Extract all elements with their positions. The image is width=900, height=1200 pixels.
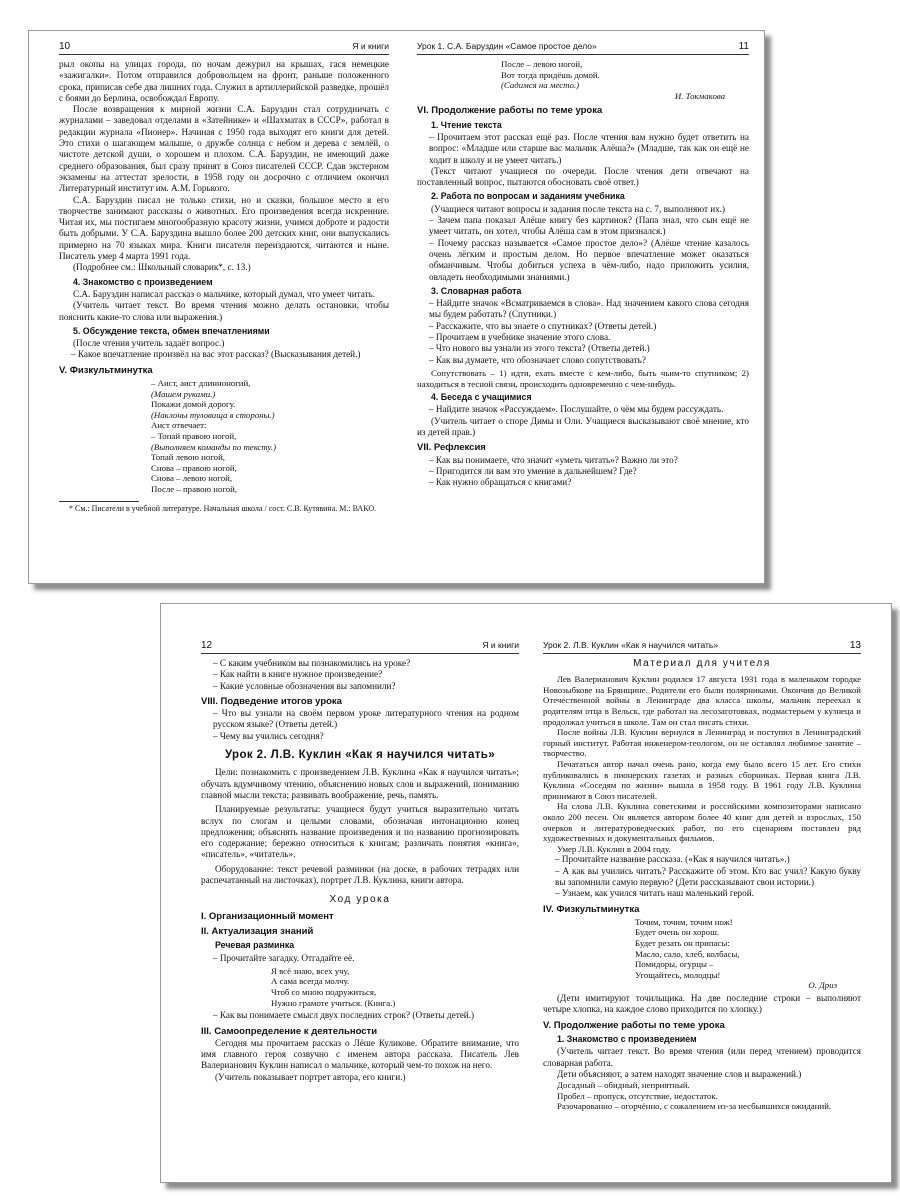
question-item: – Узнаем, как учился читать наш маленький герой.	[555, 888, 754, 899]
poem-line: Масло, сало, хлеб, колбасы,	[635, 948, 740, 959]
biography-paragraph: После войны Л.В. Куклин вернулся в Ленинград и поступил в Ленинградский горный институт. Работая инженером-геологом, он не оставлял любимое занятие – творчество.	[543, 727, 861, 759]
section-heading: 3. Словарная работа	[431, 285, 522, 296]
poem	[501, 59, 749, 101]
question-item: – Какие условные обозначения вы запомнили?	[213, 680, 396, 691]
question-item: – Какое впечатление произвёл на вас этот рассказ? (Высказывания детей.)	[71, 349, 361, 360]
paragraph: С.А. Баруздин писал не только стихи, но и сказки, большое место в его творчестве занимают рассказы о животных. Его произведения всегда искренние. Читая их, мы постигаем многообразную красоту жизни, учимся доброте и радости быть добрыми. У С.А. Баруздина вышло более 200 детских книг, они выпускались примерно на 70 языках мира. Книги писателя переиздаются, читаются и ныне. Писатель умер 4 марта 1991 года.	[59, 194, 389, 262]
section-heading: II. Актуализация знаний	[201, 925, 314, 937]
page-12	[201, 604, 519, 1182]
poem-line: Вот тогда придёшь домой.	[501, 69, 600, 80]
poem-line: После – правою ногой,	[151, 483, 238, 494]
poem-line: Снова – левою ногой,	[151, 473, 233, 484]
section-heading: VII. Рефлексия	[417, 442, 486, 454]
poem	[151, 378, 389, 495]
footnote-text: * См.: Писатели в учебной литературе. Начальная школа / сост. С.В. Кутявина. М.: ВАКО.	[69, 503, 377, 513]
poem-line: Снова – правою ногой,	[151, 462, 237, 473]
poem-line: Нужно грамоте учиться. (Книга.)	[271, 997, 396, 1008]
section-heading: V. Физкультминутка	[59, 364, 153, 376]
section-heading: 1. Чтение текста	[431, 119, 502, 130]
poem-line: Точим, точим, точим нож!	[635, 916, 733, 927]
section-heading: III. Самоопределение к деятельности	[201, 1025, 378, 1037]
poem-direction: (Выполняем команды по тексту.)	[151, 441, 277, 452]
paragraph: (Учитель читает о споре Димы и Оли. Учащиеся высказывают своё мнение, кто из детей прав.)	[417, 415, 749, 437]
page-number: 11	[738, 41, 749, 52]
running-header	[417, 41, 749, 55]
definition: Досадный – обидный, неприятный.	[557, 1080, 690, 1091]
paragraph: (Учитель читает текст. Во время чтения можно делать остановки, чтобы пояснить какие-то слова или выражения.)	[59, 300, 389, 322]
page-11	[417, 31, 749, 583]
lesson-title: Урок 2. Л.В. Куклин «Как я научился читать»	[224, 749, 496, 762]
biography-paragraph: Лев Валерианович Куклин родился 17 августа 1931 года в маленьком городке Новозыбкове на Брянщине. Родители его были полярниками. Окончив до Великой Отечественной войны в Ленинграде два класса школы, мальчик переехал к родителям отца в Вельск, где работал на лесозаготовках, подмастерьем у кузнеца и продолжал учиться в школе. Там он стал писать стихи.	[543, 674, 861, 727]
poem-direction: (Наклоны туловища в стороны.)	[151, 409, 275, 420]
page-number: 10	[59, 41, 71, 52]
poem-author: О. Дриз	[808, 980, 837, 991]
question-item: – Чему вы учились сегодня?	[213, 730, 324, 741]
running-head-title: Урок 1. С.А. Баруздин «Самое простое дело»	[417, 41, 597, 51]
paragraph: (Текст читают учащиеся по очереди. После чтения дети отвечают на поставленный вопрос, пытаются обосновать своё ответ.)	[417, 165, 749, 188]
poem-line: Покажи домой дорогу.	[151, 399, 236, 410]
page-body	[201, 658, 519, 1083]
question-item: – Как вы понимаете смысл двух последних строк? (Ответы детей.)	[213, 1010, 475, 1021]
poem-line: А сама всегда молчу.	[271, 976, 350, 987]
paragraph: (Подробнее см.: Школьный словарик*, с. 13.)	[73, 262, 251, 273]
running-header	[543, 640, 861, 654]
paragraph: рыл окопы на улицах города, по ночам дежурил на крышах, гася немецкие «зажигалки». Потом отправился добровольцем на фронт, раньше положенного срока, приписав себе два лишних года. Служил в артиллерийской разведке, прошёл с боями до Берлина, освобождал Европу.	[59, 59, 389, 103]
question-item: – Прочитайте название рассказа. («Как я научился читать».)	[555, 854, 790, 865]
poem-line: Помидоры, огурцы –	[635, 959, 714, 970]
section-heading: I. Организационный момент	[201, 910, 334, 922]
paragraph: (Учитель показывает портрет автора, его книги.)	[215, 1071, 406, 1082]
question-item: – А как вы учились читать? Расскажите об этом. Кто вас учил? Какую букву вы запомнили самую первую? (Дети рассказывают свои истории.)	[555, 865, 861, 887]
question-item: – Найдите значок «Рассуждаем». Послушайте, о чём мы будем рассуждать.	[429, 404, 724, 415]
teacher-material-heading: Материал для учителя	[633, 658, 771, 669]
page-body	[543, 658, 861, 1112]
section-heading: 2. Работа по вопросам и заданиям учебника	[431, 191, 625, 202]
running-head-title: Урок 2. Л.В. Куклин «Как я научился читать»	[543, 640, 719, 650]
poem-line: Угощайтесь, молодцы!	[635, 969, 721, 980]
paragraph: Дети объясняют, а затем находят значение слов и выражений.)	[557, 1068, 802, 1079]
poem-line: – Топай правою ногой,	[151, 430, 237, 441]
page-number: 12	[201, 640, 213, 651]
question-item: – Как вы понимаете, что значит «уметь читать»? Важно ли это?	[429, 454, 678, 465]
section-heading: 4. Знакомство с произведением	[73, 276, 213, 287]
question-item: – Что вы узнали на своём первом уроке литературного чтения на родном русском языке? (Ответы детей.)	[213, 708, 519, 730]
page-number: 13	[849, 640, 861, 651]
section-heading: V. Продолжение работы по теме урока	[543, 1019, 725, 1031]
page-body	[59, 59, 389, 514]
running-head-title: Я и книги	[482, 640, 519, 650]
biography-paragraph: На слова Л.В. Куклина советскими и российскими композиторами написано около 200 песен. Он является автором более 40 книг для детей и взрослых, 150 очерков и литературоведческих работ, по его сценариям поставлен ряд художественных и документальных фильмов.	[543, 801, 861, 844]
section-heading: VIII. Подведение итогов урока	[201, 695, 342, 707]
section-heading: 1. Знакомство с произведением	[557, 1033, 697, 1044]
paragraph: (Учащиеся читают вопросы и задания после текста на с. 7, выполняют их.)	[431, 203, 726, 214]
footnote-rule	[59, 501, 139, 502]
paragraph: С.А. Баруздин написал рассказ о мальчике, который думал, что умеет читать.	[73, 288, 376, 299]
poem-line: После – левою ногой,	[501, 59, 583, 69]
question-item: – Пригодится ли вам это умение в дальнейшем? Где?	[429, 465, 637, 476]
running-header	[201, 640, 519, 654]
section-heading: IV. Физкультминутка	[543, 903, 640, 915]
question-item: – Расскажите, что вы знаете о спутниках? (Ответы детей.)	[429, 320, 657, 331]
poem-line: Топай левою ногой,	[151, 452, 225, 463]
question-item: – Прочитайте загадку. Отгадайте её.	[213, 952, 355, 963]
running-header	[59, 41, 389, 55]
page-13	[543, 604, 861, 1182]
question-item: – Прочитаем этот рассказ ещё раз. После чтения вам нужно будет ответить на вопрос: «Младше или старше вас мальчик Алёша?» (Младше, так как он ещё не ходит в школу и не умеет читать.)	[429, 131, 749, 165]
page-10	[59, 31, 389, 583]
book-spread-pages-10-11	[28, 30, 765, 584]
paragraph: После возвращения к мирной жизни С.А. Баруздин стал сотрудничать с журналами – заведовал отделами в «Затейнике» и «Шахматах в СССР», работал в редакции журнала «Пионер». Начиная с 1950 года выходят его книги для детей. Это стихи о шагающем малыше, о дружбе солнца с небом и дерева с землёй, о чистоте детской души, о хорошем и плохом. С.А. Баруздин, не имеющий даже среднего образования, был сразу принят в Союз писателей СССР. Сдав экстерном экзамены на аттестат зрелости, в 1958 году он досрочно с отличием окончил Литературный институт им. А.М. Горького.	[59, 104, 389, 194]
running-head-title: Я и книги	[352, 41, 389, 51]
question-item: – Найдите значок «Всматриваемся в слова». Над значением какого слова сегодня мы будем работать? (Спутники.)	[429, 298, 749, 320]
poem-direction: (Садимся на место.)	[501, 80, 580, 91]
question-item: – С каким учебником вы познакомились на уроке?	[213, 658, 411, 668]
question-item: – Почему рассказ называется «Самое простое дело»? (Алёше чтение казалось очень лёгким и простым делом. Но первое впечатление может оказаться обманчивым. Чтобы добиться успеха в чём-либо, надо приложить усилия, овладеть необходимыми знаниями.)	[429, 237, 749, 282]
poem-line: Аист отвечает:	[151, 420, 207, 431]
paragraph: Сегодня мы прочитаем рассказ о Лёше Куликове. Обратите внимание, что имя главного героя созвучно с именем автора рассказа. Писатель Лев Валерианович Куклин написал о мальчике, который чем-то похож на него.	[201, 1037, 519, 1071]
lesson-equipment: Оборудование: текст речевой разминки (на доске, в рабочих тетрадях или распечатанный на листочках), портрет Л.В. Куклина, книги автора.	[201, 863, 519, 886]
question-item: – Прочитаем в учебнике значение этого слова.	[429, 332, 611, 343]
poem	[635, 917, 861, 991]
paragraph: (После чтения учитель задаёт вопрос.)	[73, 338, 225, 349]
question-item: – Как найти в книге нужное произведение?	[213, 669, 383, 680]
page-body	[417, 59, 749, 488]
book-spread-pages-12-13	[160, 603, 892, 1183]
section-heading: 5. Обсуждение текста, обмен впечатлениями	[73, 325, 270, 336]
definition: Разочарованно – огорчённо, с сожалением из-за несбывшихся ожиданий.	[557, 1101, 832, 1112]
question-item: – Что нового вы узнали из этого текста? (Ответы детей.)	[429, 343, 650, 354]
question-item: – Как вы думаете, что обозначает слово сопутствовать?	[429, 354, 646, 365]
paragraph: (Учитель читает текст. Во время чтения (или перед чтением) проводится словарная работа.	[543, 1046, 861, 1068]
definition: Пробел – пропуск, отсутствие, недостаток.	[557, 1090, 718, 1101]
section-heading: Речевая разминка	[215, 940, 295, 951]
poem-line: – Аист, аист длинноногий,	[151, 378, 251, 389]
poem-line: Будет резать он припасы:	[635, 938, 730, 949]
poem-line: Будет очень он хорош.	[635, 927, 720, 938]
question-item: – Как нужно обращаться с книгами?	[429, 477, 572, 488]
section-heading: 4. Беседа с учащимися	[431, 392, 532, 403]
poem-line: Чтоб со мною подружиться,	[271, 987, 377, 998]
lesson-results: Планируемые результаты: учащиеся будут учиться выразительно читать вслух по слогам и целыми словами, обозначая интонационно конец предложения; объяснять название произведения и по названию прогнозировать его содержание; бережно относиться к книгам; различать понятия «книга», «писатель», «читатель».	[201, 804, 519, 860]
biography-paragraph: Умер Л.В. Куклин в 2004 году.	[557, 843, 671, 854]
footnote	[59, 501, 389, 514]
section-heading: VI. Продолжение работы по теме урока	[417, 105, 603, 117]
question-item: – Зачем папа показал Алёше книгу без картинок? (Папа знал, что сын ещё не умеет читать, он хотел, чтобы Алёша сам в этом признался.)	[429, 215, 749, 237]
paragraph: (Дети имитируют точильщика. На две последние строки – выполняют четыре хлопка, на каждое слово приходится по хлопку.)	[543, 993, 861, 1015]
poem-direction: (Машем руками.)	[151, 388, 216, 399]
course-heading: Ход урока	[329, 894, 391, 906]
biography-paragraph: Печататься автор начал очень рано, когда ему было всего 15 лет. Его стихи публиковались в пионерских газетах и разных сборниках. Первая книга Л.В. Куклина «Соседям по жизни» вышла в 1958 году. В 1961 году Л.В. Куклина принимают в Союз писателей.	[543, 759, 861, 801]
lesson-goals: Цели: познакомить с произведением Л.В. Куклина «Как я научился читать»; обучать вдумчивому чтению, объяснению новых слов и выражений, пониманию главной мысли текста; развивать воображение, речь, память.	[201, 767, 519, 800]
poem-author: И. Токмакова	[674, 90, 725, 101]
poem-line: Я всё знаю, всех учу,	[271, 965, 350, 976]
definition: Сопутствовать – 1) идти, ехать вместе с кем-либо, быть чьим-то спутником; 2) находиться в тесной связи, происходить одновременно с чем-нибудь.	[417, 367, 749, 389]
riddle-poem	[271, 966, 519, 1008]
